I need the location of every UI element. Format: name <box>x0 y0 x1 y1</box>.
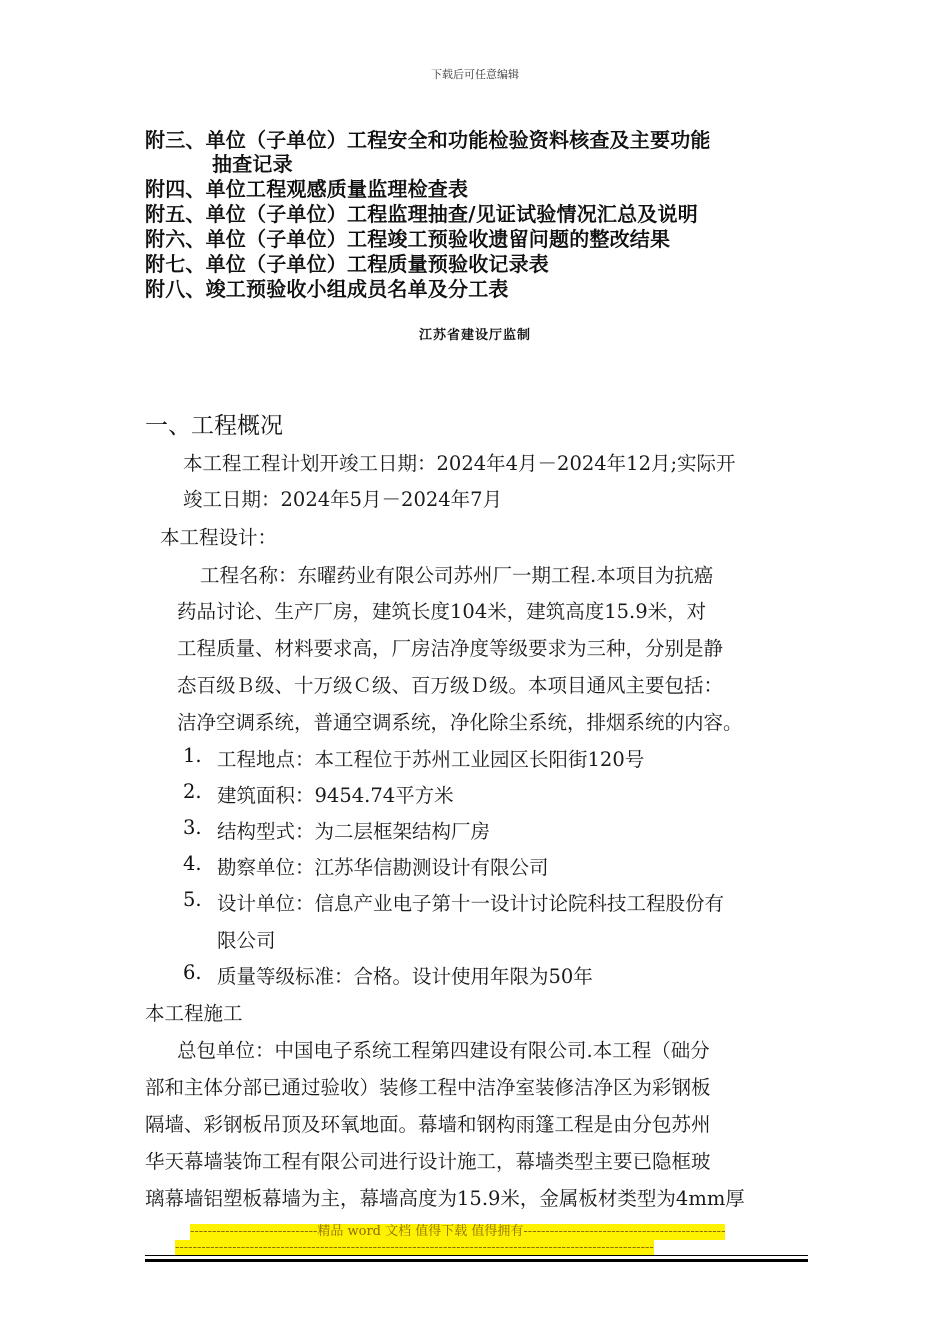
construction-line-4: 华天幕墙装饰工程有限公司进行设计施工，幕墙类型主要已隐框玻 <box>145 1150 711 1173</box>
construction-heading: 本工程施工 <box>145 1002 243 1025</box>
appendix-item-3-continued: 抽查记录 <box>212 152 293 176</box>
design-heading: 本工程设计： <box>160 526 278 549</box>
schedule-line-1: 本工程工程计划开竣工日期：2024年4月－2024年12月;实际开 <box>183 452 736 475</box>
schedule-line-2: 竣工日期：2024年5月－2024年7月 <box>183 488 503 511</box>
item-survey-unit: 勘察单位：江苏华信勘测设计有限公司 <box>217 856 549 879</box>
item-design-unit-continued: 限公司 <box>217 929 276 952</box>
item-number: 3. <box>183 816 202 839</box>
item-number: 5. <box>183 888 202 911</box>
construction-line-3: 隔墙、彩钢板吊顶及环氧地面。幕墙和钢构雨篷工程是由分包苏州 <box>145 1113 711 1136</box>
footer-banner-dashes: ------------------------------------------------------------------------------------------------------------- <box>175 1240 654 1255</box>
appendix-item-3: 附三、单位（子单位）工程安全和功能检验资料核查及主要功能 <box>145 128 711 152</box>
construction-line-2: 部和主体分部已通过验收）装修工程中洁净室装修洁净区为彩钢板 <box>145 1076 711 1099</box>
item-number: 6. <box>183 961 202 984</box>
appendix-item-4: 附四、单位工程观感质量监理检查表 <box>145 177 469 201</box>
project-line-1: 工程名称：东曜药业有限公司苏州厂一期工程.本项目为抗癌 <box>200 564 714 587</box>
appendix-item-6: 附六、单位（子单位）工程竣工预验收遗留问题的整改结果 <box>145 227 671 251</box>
appendix-item-5: 附五、单位（子单位）工程监理抽查/见证试验情况汇总及说明 <box>145 202 698 226</box>
item-number: 1. <box>183 744 202 767</box>
item-location: 工程地点：本工程位于苏州工业园区长阳街120号 <box>217 748 645 771</box>
appendix-item-7: 附七、单位（子单位）工程质量预验收记录表 <box>145 252 549 276</box>
project-line-4: 态百级Ｂ级、十万级Ｃ级、百万级Ｄ级。本项目通风主要包括： <box>177 674 724 697</box>
footer-banner: -----------------------------精品 word 文档 值得下载 值得拥有---------------------------------------------- <box>190 1224 726 1239</box>
section-title: 一、工程概况 <box>145 413 283 439</box>
construction-line-1: 总包单位：中国电子系统工程第四建设有限公司.本工程（础分 <box>177 1039 710 1062</box>
supervisor-note: 江苏省建设厅监制 <box>418 328 531 343</box>
item-design-unit: 设计单位：信息产业电子第十一设计讨论院科技工程股份有 <box>217 892 725 915</box>
item-structure: 结构型式：为二层框架结构厂房 <box>217 820 491 843</box>
appendix-item-8: 附八、竣工预验收小组成员名单及分工表 <box>145 277 509 301</box>
item-area: 建筑面积：9454.74平方米 <box>217 784 454 807</box>
footer-rule-thin <box>145 1255 808 1256</box>
footer-rule-thick <box>145 1259 808 1262</box>
item-number: 2. <box>183 780 202 803</box>
item-number: 4. <box>183 852 202 875</box>
project-line-5: 洁净空调系统，普通空调系统，净化除尘系统，排烟系统的内容。 <box>177 711 743 734</box>
item-quality-grade: 质量等级标准：合格。设计使用年限为50年 <box>217 965 593 988</box>
page-header-note: 下载后可任意编辑 <box>431 68 519 81</box>
construction-line-5: 璃幕墙铝塑板幕墙为主，幕墙高度为15.9米，金属板材类型为4mm厚 <box>145 1187 745 1210</box>
project-line-3: 工程质量、材料要求高，厂房洁净度等级要求为三种，分别是静 <box>177 637 724 660</box>
project-line-2: 药品讨论、生产厂房，建筑长度104米，建筑高度15.9米，对 <box>177 600 707 623</box>
